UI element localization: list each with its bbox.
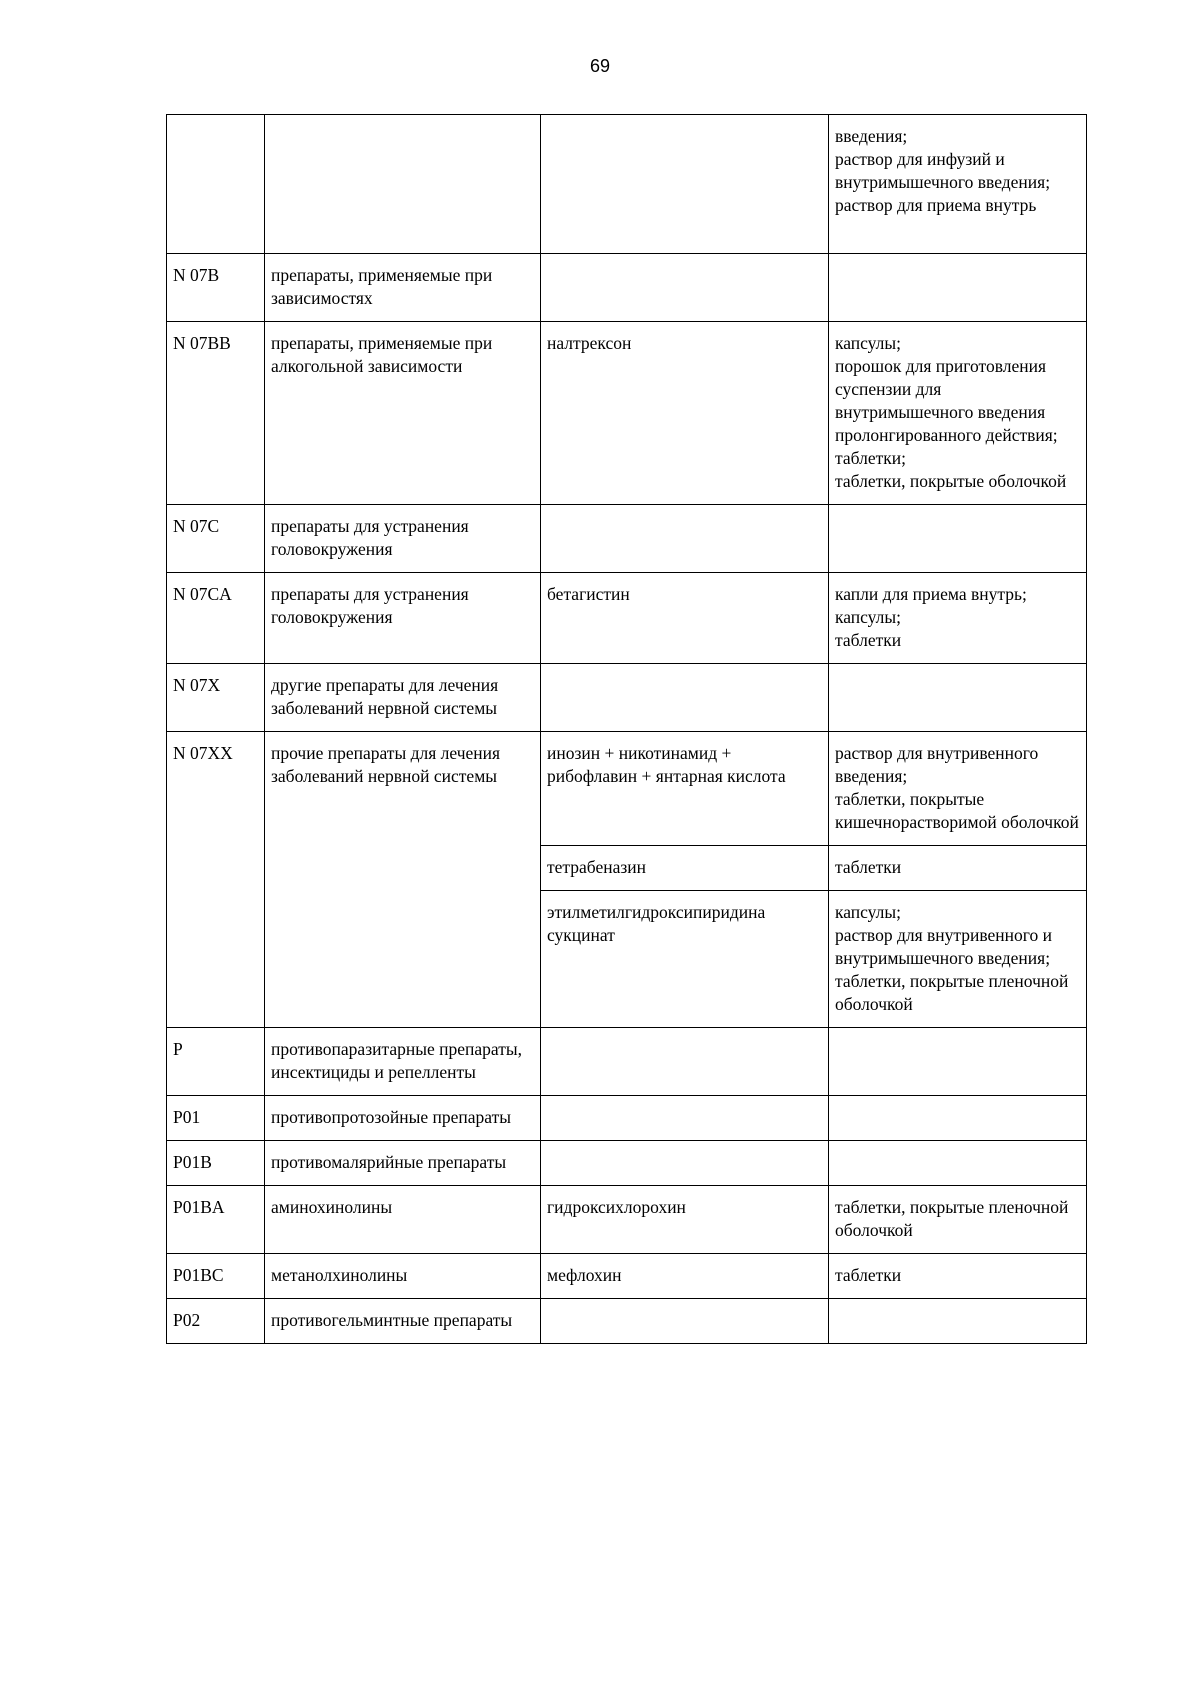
dosage-forms-cell: раствор для внутривенного введения; таблетки, покрытые кишечнорастворимой оболочкой [829, 732, 1087, 846]
dosage-forms-cell [829, 505, 1087, 573]
group-cell: прочие препараты для лечения заболеваний нервной системы [265, 732, 541, 1028]
table-row [167, 1028, 1087, 1096]
drug-cell: мефлохин [541, 1254, 829, 1299]
drug-cell: инозин + никотинамид + рибофлавин + янтарная кислота [541, 732, 829, 846]
drug-cell [541, 254, 829, 322]
atc-code-cell: P [167, 1028, 265, 1096]
table-row [167, 322, 1087, 505]
table-row [167, 573, 1087, 664]
dosage-forms-cell [829, 1141, 1087, 1186]
drug-cell: тетрабеназин [541, 846, 829, 891]
drug-cell [541, 505, 829, 573]
group-cell: аминохинолины [265, 1186, 541, 1254]
atc-code-cell: N 07CA [167, 573, 265, 664]
table-row [167, 1254, 1087, 1299]
drug-cell [541, 1299, 829, 1344]
table-row [167, 664, 1087, 732]
atc-code-cell: N 07X [167, 664, 265, 732]
drug-cell [541, 1141, 829, 1186]
table-row [167, 1186, 1087, 1254]
dosage-forms-cell: таблетки [829, 1254, 1087, 1299]
dosage-forms-cell: капли для приема внутрь; капсулы; таблетки [829, 573, 1087, 664]
table-row [167, 115, 1087, 254]
page-number: 69 [589, 56, 611, 76]
table-row [167, 1096, 1087, 1141]
dosage-forms-cell: капсулы; порошок для приготовления суспензии для внутримышечного введения пролонгированного действия; таблетки; таблетки, покрытые оболочкой [829, 322, 1087, 505]
atc-code-cell: P01BA [167, 1186, 265, 1254]
group-cell: препараты для устранения головокружения [265, 505, 541, 573]
drug-cell [541, 115, 829, 254]
group-cell: препараты, применяемые при зависимостях [265, 254, 541, 322]
table-row [167, 1141, 1087, 1186]
table-row [167, 732, 1087, 846]
atc-code-cell: N 07XX [167, 732, 265, 1028]
table-row [167, 505, 1087, 573]
dosage-forms-cell [829, 664, 1087, 732]
atc-code-cell: N 07B [167, 254, 265, 322]
drug-cell [541, 1096, 829, 1141]
drug-table [166, 114, 1087, 1344]
group-cell: противопаразитарные препараты, инсектициды и репелленты [265, 1028, 541, 1096]
group-cell: метанолхинолины [265, 1254, 541, 1299]
table-row [167, 254, 1087, 322]
dosage-forms-cell [829, 254, 1087, 322]
atc-code-cell: N 07BB [167, 322, 265, 505]
drug-cell: этилметилгидроксипиридина сукцинат [541, 891, 829, 1028]
atc-code-cell: P01B [167, 1141, 265, 1186]
group-cell: противогельминтные препараты [265, 1299, 541, 1344]
group-cell: противомалярийные препараты [265, 1141, 541, 1186]
dosage-forms-cell: таблетки [829, 846, 1087, 891]
atc-code-cell: P01 [167, 1096, 265, 1141]
dosage-forms-cell: капсулы; раствор для внутривенного и внутримышечного введения; таблетки, покрытые пленочной оболочкой [829, 891, 1087, 1028]
drug-cell: гидроксихлорохин [541, 1186, 829, 1254]
drug-cell: бетагистин [541, 573, 829, 664]
drug-cell [541, 1028, 829, 1096]
atc-code-cell [167, 115, 265, 254]
dosage-forms-cell [829, 1096, 1087, 1141]
drug-cell: налтрексон [541, 322, 829, 505]
group-cell [265, 115, 541, 254]
group-cell: препараты для устранения головокружения [265, 573, 541, 664]
atc-code-cell: P01BC [167, 1254, 265, 1299]
dosage-forms-cell: таблетки, покрытые пленочной оболочкой [829, 1186, 1087, 1254]
table-row [167, 1299, 1087, 1344]
dosage-forms-cell [829, 1299, 1087, 1344]
group-cell: противопротозойные препараты [265, 1096, 541, 1141]
atc-code-cell: N 07C [167, 505, 265, 573]
dosage-forms-cell [829, 1028, 1087, 1096]
group-cell: препараты, применяемые при алкогольной зависимости [265, 322, 541, 505]
dosage-forms-cell: введения; раствор для инфузий и внутримышечного введения; раствор для приема внутрь [829, 115, 1087, 254]
drug-cell [541, 664, 829, 732]
group-cell: другие препараты для лечения заболеваний нервной системы [265, 664, 541, 732]
atc-code-cell: P02 [167, 1299, 265, 1344]
